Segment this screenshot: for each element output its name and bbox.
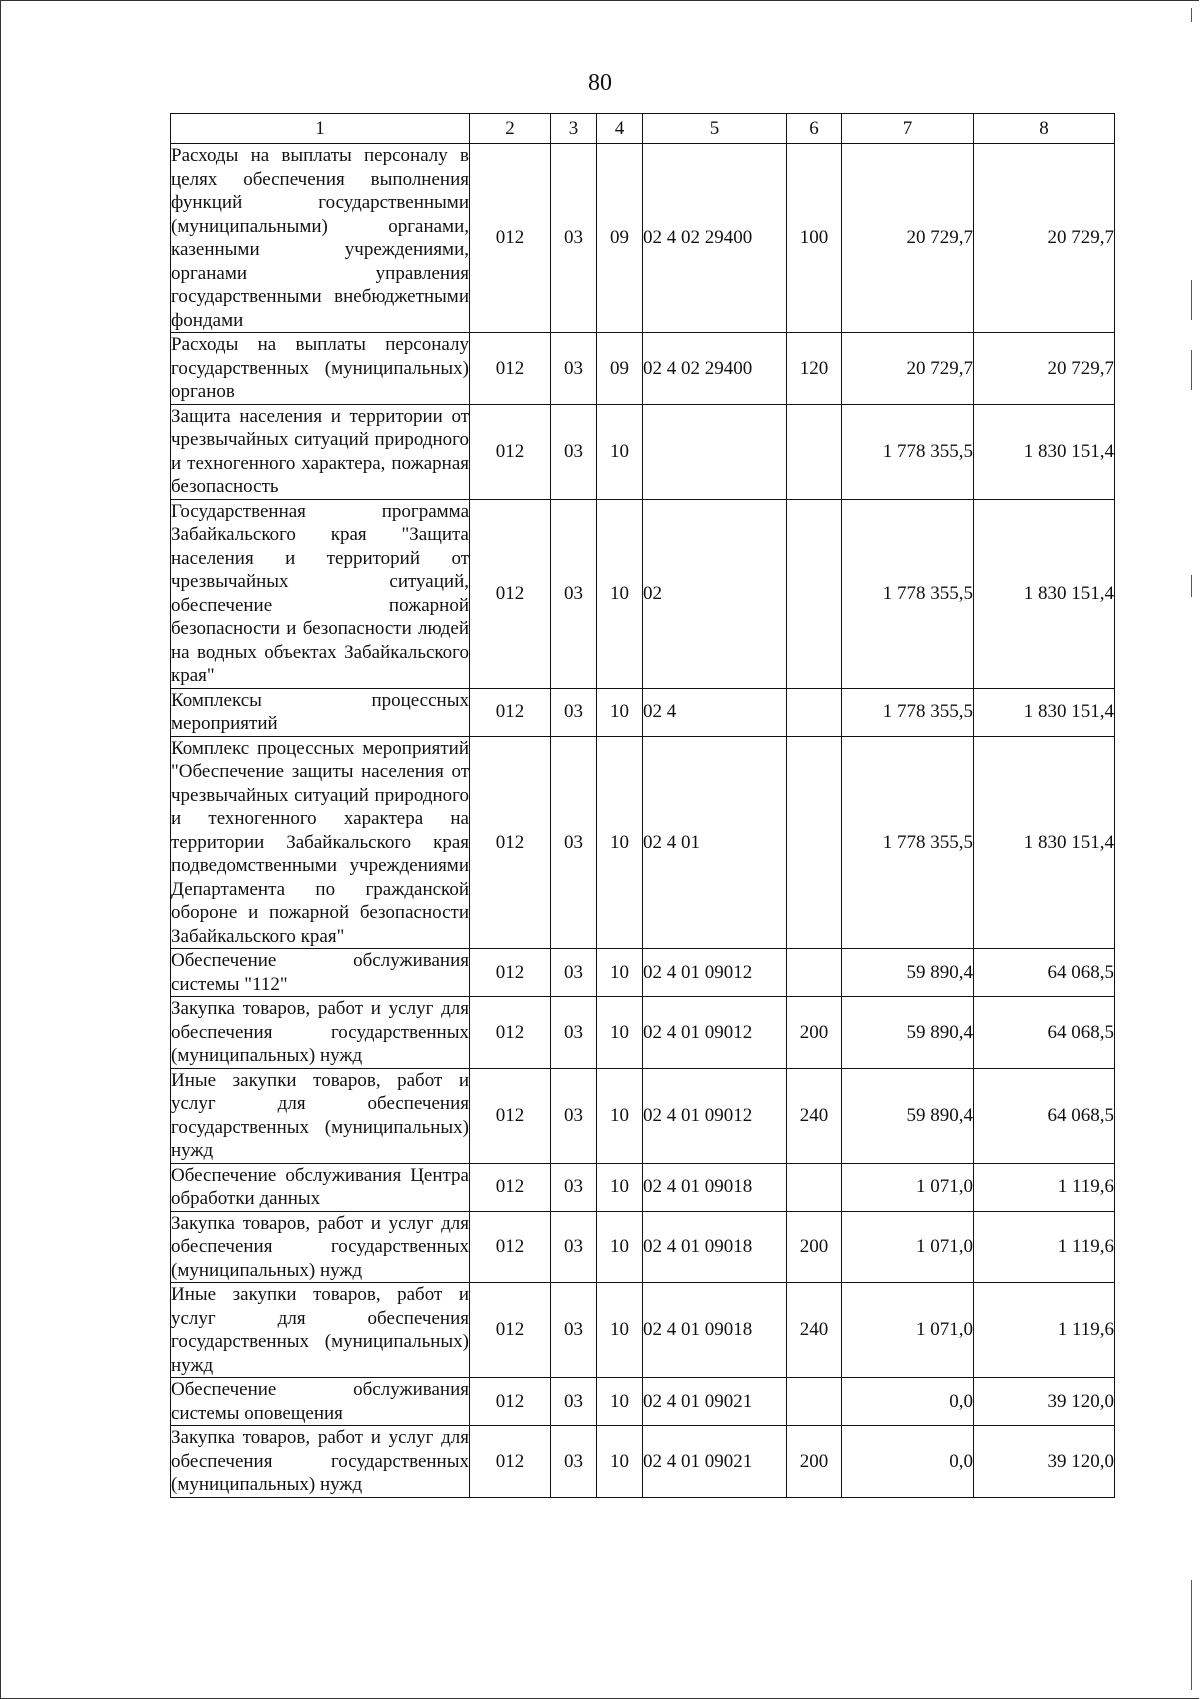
cell-col-2: 012 — [470, 499, 551, 688]
budget-table — [170, 113, 1115, 1498]
cell-col-5: 02 4 — [643, 688, 787, 736]
scan-mark — [1191, 575, 1192, 597]
table-row — [171, 1163, 1115, 1211]
cell-col-7: 59 890,4 — [842, 997, 974, 1069]
cell-col-7: 0,0 — [842, 1426, 974, 1498]
cell-col-4: 10 — [597, 1211, 643, 1283]
cell-col-8: 1 119,6 — [974, 1163, 1115, 1211]
cell-col-7: 1 071,0 — [842, 1163, 974, 1211]
cell-col-8: 64 068,5 — [974, 1068, 1115, 1163]
cell-col-3: 03 — [551, 688, 597, 736]
scan-mark — [1191, 8, 1192, 22]
cell-col-2: 012 — [470, 1283, 551, 1378]
row-description: Иные закупки товаров, работ и услуг для обеспечения государственных (муниципальных) нужд — [171, 1069, 469, 1161]
row-description: Защита населения и территории от чрезвычайных ситуаций природного и техногенного характера, пожарная безопасность — [171, 405, 469, 497]
cell-col-5: 02 4 01 09012 — [643, 949, 787, 997]
table-body — [171, 144, 1115, 1498]
cell-col-7: 1 071,0 — [842, 1283, 974, 1378]
cell-col-8: 64 068,5 — [974, 949, 1115, 997]
scan-mark — [1191, 1580, 1192, 1690]
column-header-6: 6 — [787, 114, 842, 144]
cell-col-2: 012 — [470, 404, 551, 499]
table-row — [171, 333, 1115, 405]
row-description: Обеспечение обслуживания системы оповещения — [171, 1379, 469, 1424]
table-row — [171, 1426, 1115, 1498]
page-number: 80 — [588, 70, 612, 96]
scan-edge-marks — [1186, 0, 1194, 1699]
cell-col-6 — [787, 736, 842, 949]
cell-col-4: 10 — [597, 1068, 643, 1163]
row-description: Закупка товаров, работ и услуг для обеспечения государственных (муниципальных) нужд — [171, 998, 469, 1066]
table-row — [171, 1378, 1115, 1426]
cell-col-2: 012 — [470, 333, 551, 405]
cell-col-8: 39 120,0 — [974, 1426, 1115, 1498]
cell-col-5: 02 — [643, 499, 787, 688]
cell-col-5: 02 4 01 09012 — [643, 1068, 787, 1163]
cell-col-8: 1 830 151,4 — [974, 688, 1115, 736]
row-description: Расходы на выплаты персоналу государственных (муниципальных) органов — [171, 334, 469, 402]
cell-col-4: 09 — [597, 144, 643, 333]
cell-col-3: 03 — [551, 404, 597, 499]
cell-col-6: 240 — [787, 1068, 842, 1163]
cell-col-4: 10 — [597, 499, 643, 688]
table-row — [171, 949, 1115, 997]
cell-col-6: 200 — [787, 997, 842, 1069]
row-description: Иные закупки товаров, работ и услуг для обеспечения государственных (муниципальных) нужд — [171, 1284, 469, 1376]
cell-col-6 — [787, 688, 842, 736]
cell-col-2: 012 — [470, 736, 551, 949]
cell-col-6: 100 — [787, 144, 842, 333]
cell-col-6: 200 — [787, 1211, 842, 1283]
table-row — [171, 736, 1115, 949]
cell-col-3: 03 — [551, 1426, 597, 1498]
cell-col-8: 64 068,5 — [974, 997, 1115, 1069]
cell-col-5: 02 4 01 09018 — [643, 1163, 787, 1211]
cell-col-3: 03 — [551, 736, 597, 949]
cell-col-4: 10 — [597, 1163, 643, 1211]
cell-col-4: 10 — [597, 1378, 643, 1426]
column-header-4: 4 — [597, 114, 643, 144]
column-header-7: 7 — [842, 114, 974, 144]
cell-col-5: 02 4 02 29400 — [643, 144, 787, 333]
cell-col-3: 03 — [551, 1163, 597, 1211]
cell-col-7: 1 778 355,5 — [842, 404, 974, 499]
cell-col-3: 03 — [551, 1068, 597, 1163]
cell-col-4: 10 — [597, 736, 643, 949]
cell-col-8: 1 119,6 — [974, 1283, 1115, 1378]
cell-col-4: 10 — [597, 1426, 643, 1498]
cell-col-3: 03 — [551, 333, 597, 405]
row-description: Обеспечение обслуживания системы "112" — [171, 950, 469, 995]
scan-mark — [1191, 280, 1192, 320]
cell-col-8: 1 830 151,4 — [974, 736, 1115, 949]
column-header-8: 8 — [974, 114, 1115, 144]
cell-col-5: 02 4 01 — [643, 736, 787, 949]
header-row — [171, 114, 1115, 144]
cell-col-2: 012 — [470, 1426, 551, 1498]
table-row — [171, 688, 1115, 736]
cell-col-2: 012 — [470, 1068, 551, 1163]
table-row — [171, 1068, 1115, 1163]
cell-col-3: 03 — [551, 1283, 597, 1378]
cell-col-5: 02 4 01 09021 — [643, 1378, 787, 1426]
cell-col-5: 02 4 01 09012 — [643, 997, 787, 1069]
column-header-5: 5 — [643, 114, 787, 144]
cell-col-6 — [787, 1378, 842, 1426]
cell-col-6 — [787, 499, 842, 688]
table-row — [171, 404, 1115, 499]
row-description: Государственная программа Забайкальского края "Защита населения и территорий от чрезвычайных ситуаций, обеспечение пожарной безопасности и безопасности людей на водных объектах Забайкальского края" — [171, 500, 469, 686]
row-description: Комплекс процессных мероприятий "Обеспечение защиты населения от чрезвычайных ситуаций природного и техногенного характера на территории Забайкальского края подведомственными учреждениями Департамента по гражданской обороне и пожарной безопасности Забайкальского края" — [171, 737, 469, 947]
cell-col-5: 02 4 02 29400 — [643, 333, 787, 405]
cell-col-6 — [787, 949, 842, 997]
table-row — [171, 144, 1115, 333]
cell-col-3: 03 — [551, 499, 597, 688]
cell-col-2: 012 — [470, 997, 551, 1069]
cell-col-8: 1 119,6 — [974, 1211, 1115, 1283]
table-row — [171, 1283, 1115, 1378]
column-header-3: 3 — [551, 114, 597, 144]
cell-col-3: 03 — [551, 997, 597, 1069]
cell-col-8: 39 120,0 — [974, 1378, 1115, 1426]
cell-col-5: 02 4 01 09018 — [643, 1283, 787, 1378]
cell-col-5: 02 4 01 09021 — [643, 1426, 787, 1498]
cell-col-3: 03 — [551, 1378, 597, 1426]
table-row — [171, 499, 1115, 688]
cell-col-2: 012 — [470, 1378, 551, 1426]
column-header-1: 1 — [171, 114, 470, 144]
cell-col-2: 012 — [470, 144, 551, 333]
cell-col-2: 012 — [470, 1211, 551, 1283]
cell-col-7: 59 890,4 — [842, 949, 974, 997]
cell-col-8: 1 830 151,4 — [974, 404, 1115, 499]
cell-col-3: 03 — [551, 144, 597, 333]
cell-col-4: 10 — [597, 688, 643, 736]
scan-mark — [1191, 350, 1192, 390]
cell-col-4: 10 — [597, 997, 643, 1069]
cell-col-2: 012 — [470, 1163, 551, 1211]
cell-col-7: 1 778 355,5 — [842, 736, 974, 949]
cell-col-8: 20 729,7 — [974, 333, 1115, 405]
cell-col-5 — [643, 404, 787, 499]
cell-col-4: 09 — [597, 333, 643, 405]
cell-col-7: 1 778 355,5 — [842, 499, 974, 688]
table-row — [171, 997, 1115, 1069]
cell-col-4: 10 — [597, 949, 643, 997]
row-description: Закупка товаров, работ и услуг для обеспечения государственных (муниципальных) нужд — [171, 1212, 469, 1281]
cell-col-7: 1 071,0 — [842, 1211, 974, 1283]
cell-col-3: 03 — [551, 1211, 597, 1283]
cell-col-2: 012 — [470, 949, 551, 997]
cell-col-3: 03 — [551, 949, 597, 997]
row-description: Обеспечение обслуживания Центра обработки данных — [171, 1164, 469, 1209]
row-description: Закупка товаров, работ и услуг для обеспечения государственных (муниципальных) нужд — [171, 1427, 469, 1495]
cell-col-8: 20 729,7 — [974, 144, 1115, 333]
column-header-2: 2 — [470, 114, 551, 144]
cell-col-7: 0,0 — [842, 1378, 974, 1426]
cell-col-6 — [787, 404, 842, 499]
cell-col-6: 120 — [787, 333, 842, 405]
cell-col-5: 02 4 01 09018 — [643, 1211, 787, 1283]
cell-col-7: 20 729,7 — [842, 144, 974, 333]
row-description: Расходы на выплаты персоналу в целях обеспечения выполнения функций государственными (муниципальными) органами, казенными учреждениями, органами управления государственными внебюджетными фондами — [171, 145, 469, 331]
cell-col-6 — [787, 1163, 842, 1211]
table-header — [171, 114, 1115, 144]
cell-col-4: 10 — [597, 404, 643, 499]
cell-col-8: 1 830 151,4 — [974, 499, 1115, 688]
cell-col-7: 20 729,7 — [842, 333, 974, 405]
cell-col-7: 59 890,4 — [842, 1068, 974, 1163]
row-description: Комплексы процессных мероприятий — [171, 689, 469, 734]
cell-col-6: 240 — [787, 1283, 842, 1378]
table-row — [171, 1211, 1115, 1283]
cell-col-2: 012 — [470, 688, 551, 736]
cell-col-6: 200 — [787, 1426, 842, 1498]
cell-col-4: 10 — [597, 1283, 643, 1378]
cell-col-7: 1 778 355,5 — [842, 688, 974, 736]
